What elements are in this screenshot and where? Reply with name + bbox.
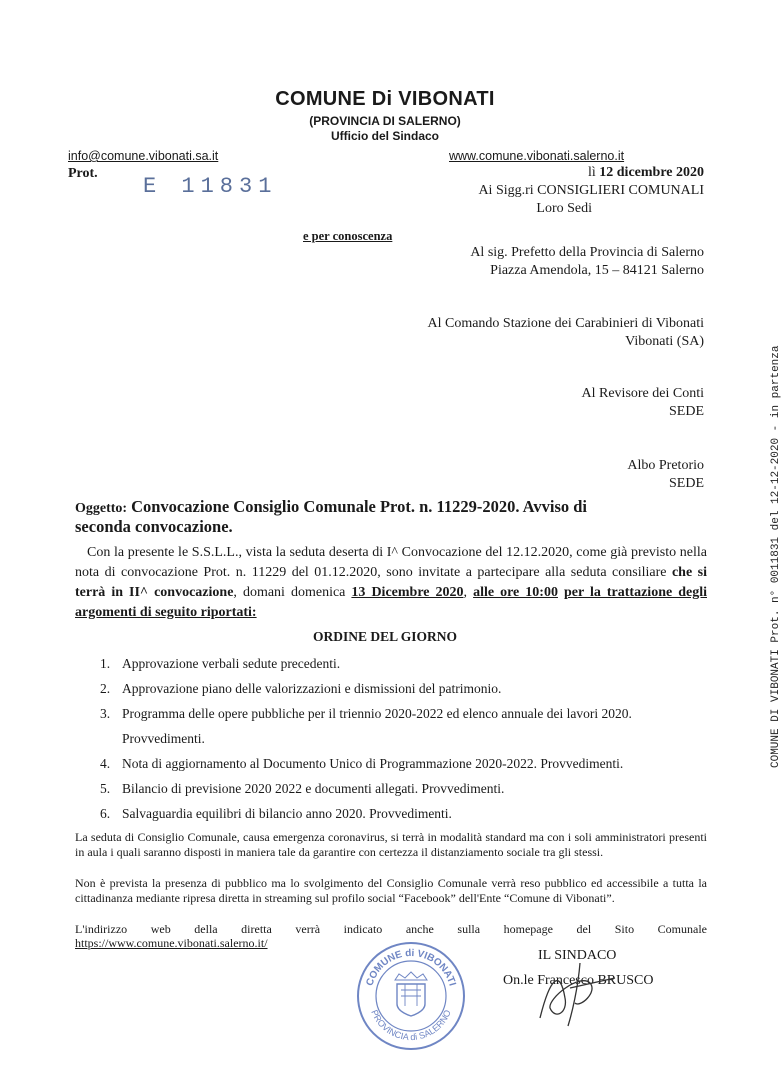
note-streaming: Non è prevista la presenza di pubblico ma lo svolgimento del Consiglio Comunale verrà reso pubblico ed accessibile a tutta la cittadinanza mediante ripresa diretta in streaming sul profilo social “Facebook” dell'Ente “Comune di Vibonati”. [75, 876, 707, 905]
note-web-address: L'indirizzo web della diretta verrà indicato anche sulla homepage del Sito Comunale [75, 922, 707, 936]
agenda-item-number: 2. [100, 681, 111, 696]
cc-label: e per conoscenza [303, 229, 393, 243]
agenda-item-text: Salvaguardia equilibri di bilancio anno 2020. Provvedimenti. [122, 806, 452, 821]
agenda-title: ORDINE DEL GIORNO [312, 629, 458, 644]
agenda-item [100, 681, 501, 697]
recipient-albo: Albo Pretorio [627, 458, 704, 473]
seal-top-text: COMUNE di VIBONATI [364, 947, 458, 988]
agenda-item-text: Approvazione piano delle valorizzazioni e dismissioni del patrimonio. [122, 681, 502, 696]
body-agenda-intro: per la trattazione degli argomenti di seguito riportati: [75, 585, 707, 620]
recipient-councillors: Ai Sigg.ri CONSIGLIERI COMUNALI [478, 183, 704, 198]
body-text-part: , [463, 585, 474, 600]
margin-protocol-text: COMUNE DI VIBONATI Prot. n° 0011831 del 12-12-2020 - in partenza [770, 345, 782, 768]
recipient-carabinieri: Al Comando Stazione dei Carabinieri di Vibonati [427, 316, 704, 331]
municipal-seal-icon [355, 940, 467, 1052]
date-line [380, 165, 704, 181]
agenda-item-number: 5. [100, 781, 111, 796]
website-link[interactable]: www.comune.vibonati.salerno.it [449, 149, 625, 163]
protocol-label: Prot. [68, 166, 98, 181]
municipality-title: COMUNE Di VIBONATI [275, 88, 495, 110]
handwritten-signature-icon [520, 958, 630, 1028]
agenda-item [100, 706, 632, 722]
seal-bottom-text: PROVINCIA di SALERNO [369, 1008, 453, 1043]
agenda-item-number: 3. [100, 706, 111, 721]
agenda-item-text: Programma delle opere pubbliche per il triennio 2020-2022 ed elenco annuale dei lavori 2020. [122, 706, 632, 721]
recipient-councillors-seat: Loro Sedi [536, 201, 592, 216]
body-text-part: , domani domenica [233, 585, 352, 600]
agenda-item-continuation [100, 731, 205, 747]
body-bold-convocation: che si terrà in II^ convocazione [75, 565, 707, 600]
recipient-carabinieri-address: Vibonati (SA) [625, 334, 704, 349]
agenda-item-text: Bilancio di previsione 2020 2022 e documenti allegati. Provvedimenti. [122, 781, 505, 796]
email-link[interactable]: info@comune.vibonati.sa.it [68, 149, 219, 163]
agenda-item-text: Approvazione verbali sedute precedenti. [122, 656, 341, 671]
agenda-item [100, 656, 340, 672]
subject-text-line1: Convocazione Consiglio Comunale Prot. n. 11229-2020. Avviso di [131, 497, 588, 516]
recipient-prefetto: Al sig. Prefetto della Provincia di Salerno [470, 245, 704, 260]
body-meeting-time: alle ore 10:00 [473, 585, 558, 600]
recipient-prefetto-address: Piazza Amendola, 15 – 84121 Salerno [490, 263, 704, 278]
subject-line [75, 496, 707, 518]
protocol-stamp-number: E 11831 [143, 174, 278, 199]
recipient-albo-seat: SEDE [669, 476, 704, 491]
signature-role: IL SINDACO [538, 948, 617, 963]
recipient-revisore: Al Revisore dei Conti [581, 386, 704, 401]
agenda-item [100, 756, 623, 772]
recipient-revisore-seat: SEDE [669, 404, 704, 419]
agenda-item-number: 1. [100, 656, 111, 671]
subject-label: Oggetto: [75, 501, 128, 516]
letter-date: 12 dicembre 2020 [599, 165, 704, 180]
agenda-item [100, 781, 504, 797]
agenda-item-text: Nota di aggiornamento al Documento Unico di Programmazione 2020-2022. Provvedimenti. [122, 756, 624, 771]
margin-protocol-note [758, 318, 782, 768]
subject-text-line2: seconda convocazione. [75, 517, 233, 536]
body-text-part: Con la presente le S.S.L.L., vista la seduta deserta di I^ Convocazione del 12.12.2020, come già previsto nella nota di convocazione Prot. n. 11229 del 01.12.2020, sono invitate a partecipare alla seduta consiliare [75, 545, 707, 580]
office-name: Ufficio del Sindaco [330, 129, 439, 143]
convocation-paragraph [75, 543, 707, 623]
agenda-item [100, 806, 452, 822]
signature-name: On.le Francesco BRUSCO [503, 973, 654, 988]
homepage-link[interactable]: https://www.comune.vibonati.salerno.it/ [75, 936, 268, 950]
agenda-item-number: 4. [100, 756, 111, 771]
agenda-item-number: 6. [100, 806, 111, 821]
province-subtitle: (PROVINCIA DI SALERNO) [309, 114, 461, 128]
note-emergency: La seduta di Consiglio Comunale, causa emergenza coronavirus, si terrà in modalità standard ma con i soli amministratori presenti in aula i quali saranno disposti in maniera tale da garantire con certezza il distanziamento sociale tra gli stessi. [75, 830, 707, 859]
agenda-item-text: Provvedimenti. [122, 731, 205, 746]
svg-text:PROVINCIA di SALERNO [369, 1008, 452, 1042]
body-meeting-date: 13 Dicembre 2020 [351, 585, 464, 600]
date-prefix: lì [587, 165, 600, 180]
